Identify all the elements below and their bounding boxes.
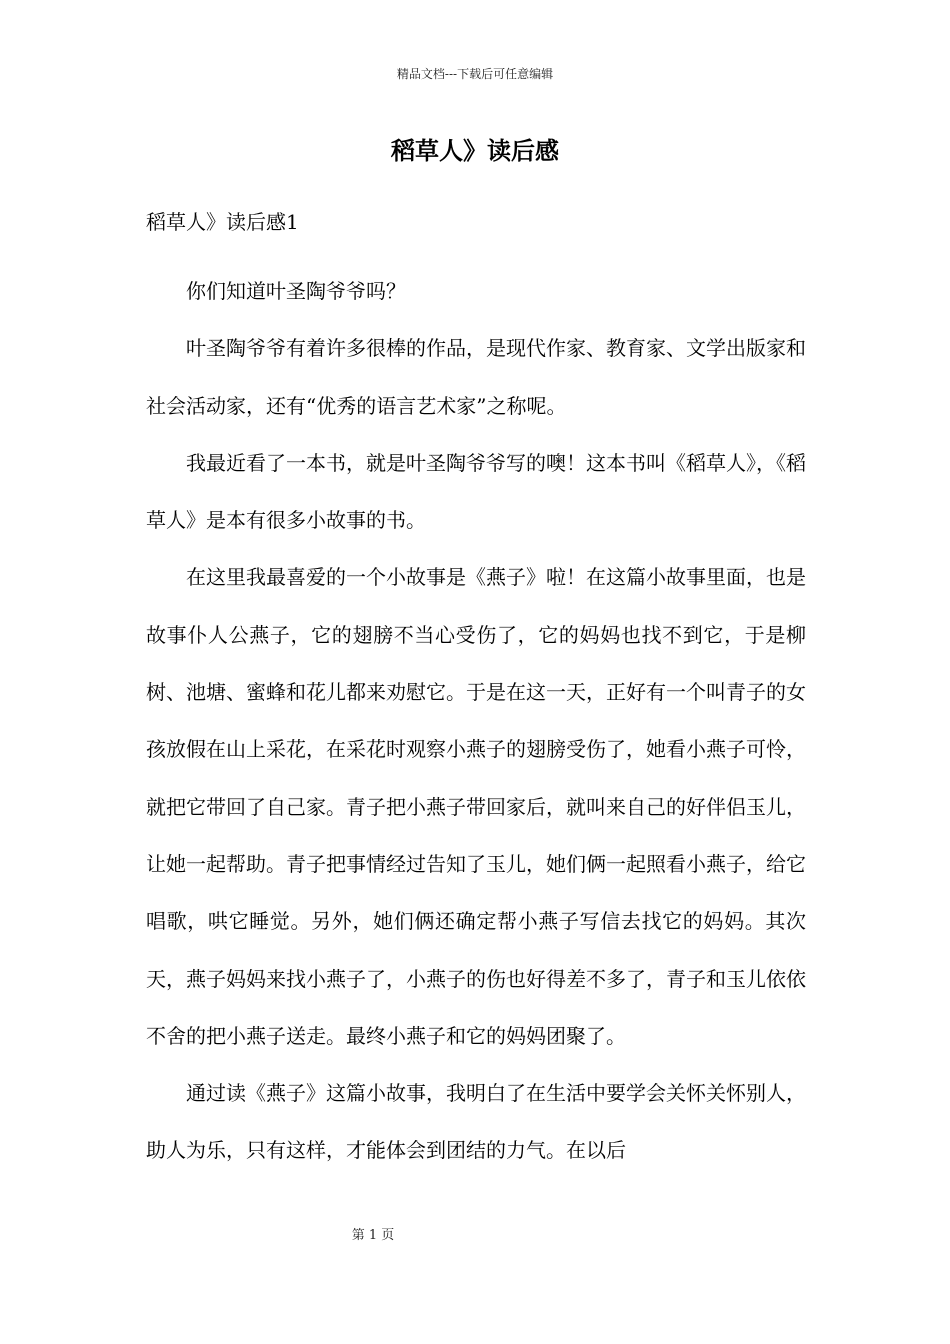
paragraph-4: 在这里我最喜爱的一个小故事是《燕子》啦！在这篇小故事里面，也是故事仆人公燕子，它的翅膀不当心受伤了，它的妈妈也找不到它，于是柳树、池塘、蜜蜂和花儿都来劝慰它。于是在这一天，正好有一个叫青子的女孩放假在山上采花，在采花时观察小燕子的翅膀受伤了，她看小燕子可怜，就把它带回了自己家。青子把小燕子带回家后，就叫来自己的好伴侣玉儿，让她一起帮助。青子把事情经过告知了玉儿，她们俩一起照看小燕子，给它唱歌，哄它睡觉。另外，她们俩还确定帮小燕子写信去找它的妈妈。其次天，燕子妈妈来找小燕子了，小燕子的伤也好得差不多了，青子和玉儿依依不舍的把小燕子送走。最终小燕子和它的妈妈团聚了。 xyxy=(146,565,806,1048)
paragraph-2: 叶圣陶爷爷有着许多很棒的作品，是现代作家、教育家、文学出版家和社会活动家，还有“优秀的语言艺术家”之称呢。 xyxy=(146,336,806,418)
paragraph-3: 我最近看了一本书，就是叶圣陶爷爷写的噢！这本书叫《稻草人》，《稻草人》是本有很多小故事的书。 xyxy=(146,450,806,533)
page-number: 第 1 页 xyxy=(351,1228,395,1243)
paragraph-5: 通过读《燕子》这篇小故事，我明白了在生活中要学会关怀关怀别人，助人为乐，只有这样，才能体会到团结的力气。在以后 xyxy=(146,1081,806,1163)
document-title: 稻草人》读后感 xyxy=(391,136,559,165)
section-heading: 稻草人》读后感1 xyxy=(146,210,299,234)
paragraph-1: 你们知道叶圣陶爷爷吗？ xyxy=(186,279,406,303)
document-body xyxy=(146,263,806,1180)
page-header: 精品文档---下载后可任意编辑 xyxy=(396,67,554,81)
